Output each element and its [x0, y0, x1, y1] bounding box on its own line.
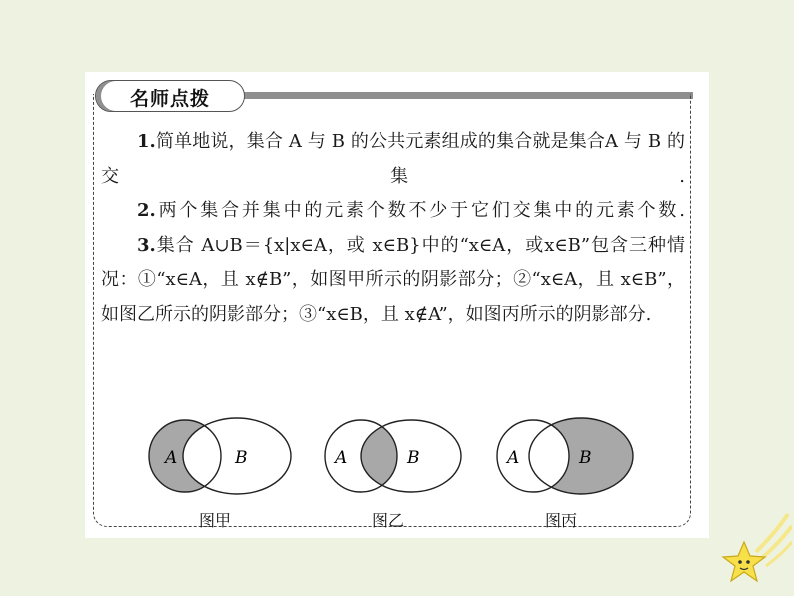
label-b-jia: B [235, 448, 248, 468]
tip-badge [95, 80, 245, 112]
point-1-number: 1. [137, 131, 156, 152]
caption-yi: 图乙 [372, 511, 405, 530]
caption-bing: 图丙 [545, 511, 578, 530]
label-b-bing: B [579, 448, 592, 468]
point-1 [101, 125, 685, 194]
point-2-number: 2. [137, 200, 156, 221]
point-2 [101, 194, 685, 229]
star-icon [716, 512, 792, 592]
label-b-yi: B [407, 448, 420, 468]
venn-figures [85, 412, 709, 542]
point-3 [101, 229, 685, 333]
label-a-bing: A [507, 448, 520, 468]
caption-jia: 图甲 [199, 511, 232, 530]
point-2-text: 两个集合并集中的元素个数不少于它们交集中的元素个数. [155, 200, 685, 221]
label-a-yi: A [335, 448, 348, 468]
badge-label: 名师点拨 [130, 88, 211, 110]
label-a-jia: A [165, 448, 178, 468]
tip-content [101, 125, 685, 332]
point-1-text: 简单地说，集合 A 与 B 的公共元素组成的集合就是集合A 与 B 的交集. [101, 131, 685, 187]
point-3-text: 集合 A∪B＝{x|x∈A，或 x∈B}中的“x∈A，或x∈B”包含三种情况：①“x∈A，且 x∉B”，如图甲所示的阴影部分；②“x∈A，且 x∈B”，如图乙所示的阴影部分；③“x∈B，且 x∉A”，如图丙所示的阴影部分. [101, 234, 685, 325]
point-3-number: 3. [137, 234, 156, 256]
tip-card [85, 72, 709, 538]
